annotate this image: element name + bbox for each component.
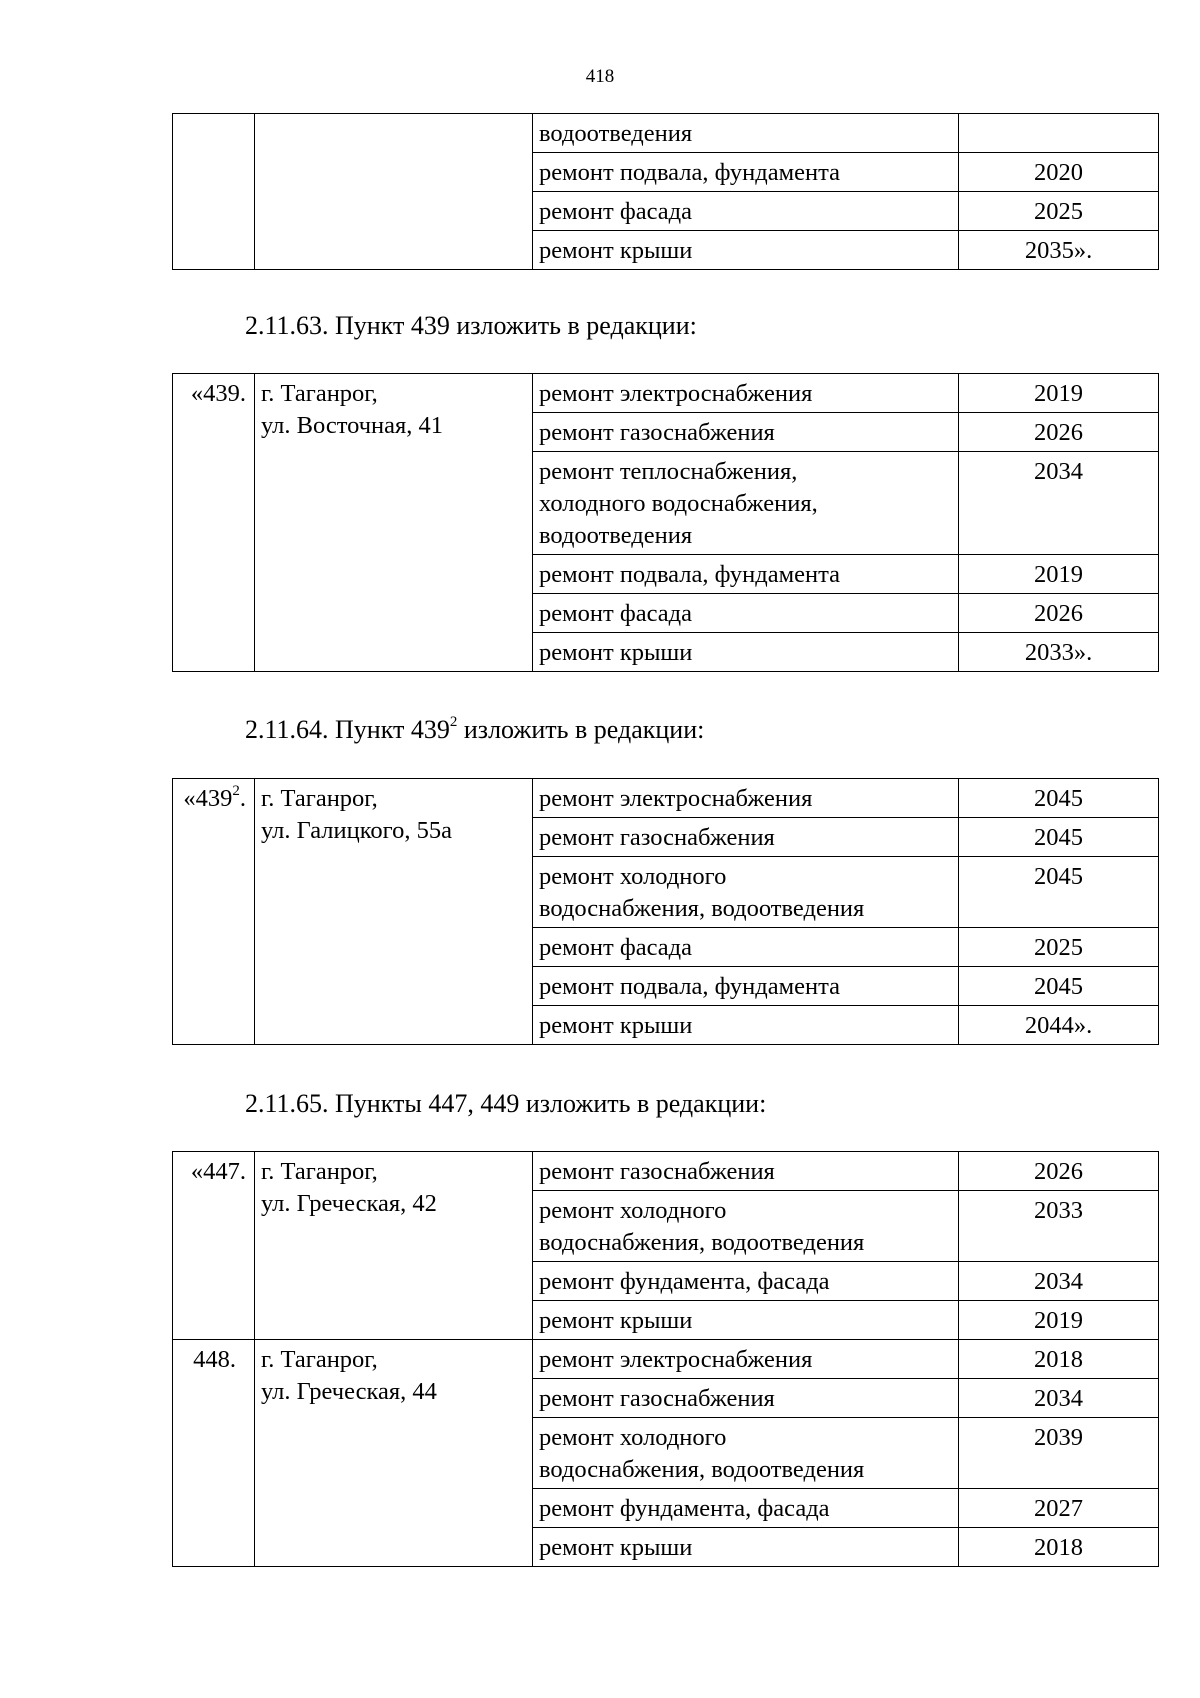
work-cell: ремонт крыши [533,1301,959,1340]
work-cell [533,857,959,928]
year-cell: 2034 [959,1379,1159,1418]
work-cell: ремонт электроснабжения [533,374,959,413]
work-cell: ремонт подвала, фундамента [533,967,959,1006]
work-cell: ремонт крыши [533,1528,959,1567]
work-line: водоснабжения, водоотведения [539,1456,865,1483]
table-row [173,779,1159,818]
superscript: 2 [232,782,240,799]
year-cell: 2025 [959,928,1159,967]
work-line: водоснабжения, водоотведения [539,1229,865,1256]
item-number: «447. [173,1152,255,1340]
year-cell: 2035». [959,231,1159,270]
work-cell: ремонт крыши [533,633,959,672]
table-row [173,114,1159,153]
year-cell: 2033 [959,1191,1159,1262]
year-cell: 2026 [959,413,1159,452]
address-cell [255,114,533,270]
year-cell: 2045 [959,967,1159,1006]
address-city: г. Таганрог, [261,1346,378,1373]
year-cell: 2034 [959,1262,1159,1301]
work-cell: ремонт фасада [533,594,959,633]
address-street: ул. Греческая, 44 [261,1378,437,1405]
year-cell: 2045 [959,818,1159,857]
work-cell: ремонт подвала, фундамента [533,555,959,594]
year-cell: 2045 [959,779,1159,818]
address-cell [255,1340,533,1567]
year-cell: 2039 [959,1418,1159,1489]
work-cell: ремонт подвала, фундамента [533,153,959,192]
table-row [173,1152,1159,1191]
address-street: ул. Галицкого, 55а [261,817,452,844]
work-cell: ремонт электроснабжения [533,1340,959,1379]
item-number-text: «439 [183,785,233,812]
work-cell: ремонт газоснабжения [533,413,959,452]
work-cell: ремонт крыши [533,1006,959,1045]
paragraph-2-11-63: 2.11.63. Пункт 439 изложить в редакции: [245,311,697,340]
year-cell: 2034 [959,452,1159,555]
year-cell: 2020 [959,153,1159,192]
table-row [173,374,1159,413]
year-cell: 2033». [959,633,1159,672]
work-line: холодного водоснабжения, [539,490,818,517]
item-number: 448. [173,1340,255,1567]
year-cell: 2026 [959,1152,1159,1191]
work-cell: ремонт фасада [533,928,959,967]
work-cell: ремонт электроснабжения [533,779,959,818]
work-cell [533,1191,959,1262]
table-row [173,1340,1159,1379]
item-439-table [172,373,1159,672]
work-cell: ремонт фундамента, фасада [533,1489,959,1528]
address-cell [255,1152,533,1340]
address-street: ул. Греческая, 42 [261,1190,437,1217]
year-cell: 2025 [959,192,1159,231]
item-number: «439. [173,374,255,672]
year-cell: 2019 [959,555,1159,594]
year-cell [959,114,1159,153]
address-street: ул. Восточная, 41 [261,412,444,439]
paragraph-2-11-65: 2.11.65. Пункты 447, 449 изложить в редакции: [245,1089,767,1118]
year-cell: 2018 [959,1528,1159,1567]
work-line: ремонт холодного [539,863,727,890]
item-number [173,779,255,1045]
work-cell: ремонт газоснабжения [533,818,959,857]
item-number-dot: . [239,785,246,812]
continuation-table [172,113,1159,270]
year-cell: 2026 [959,594,1159,633]
year-cell: 2019 [959,374,1159,413]
work-line: ремонт холодного [539,1424,727,1451]
year-cell: 2044». [959,1006,1159,1045]
paragraph-text: 2.11.64. Пункт 439 [245,715,450,744]
num-cell [173,114,255,270]
address-city: г. Таганрог, [261,785,378,812]
work-cell: ремонт газоснабжения [533,1379,959,1418]
address-city: г. Таганрог, [261,380,378,407]
year-cell: 2027 [959,1489,1159,1528]
work-line: водоотведения [539,522,693,549]
work-cell: водоотведения [533,114,959,153]
page-number: 418 [585,66,615,87]
work-cell [533,1418,959,1489]
superscript: 2 [449,714,458,731]
work-cell: ремонт фундамента, фасада [533,1262,959,1301]
year-cell: 2018 [959,1340,1159,1379]
item-439-2-table [172,778,1159,1045]
work-cell: ремонт газоснабжения [533,1152,959,1191]
year-cell: 2045 [959,857,1159,928]
work-cell: ремонт крыши [533,231,959,270]
work-line: водоснабжения, водоотведения [539,895,865,922]
year-cell: 2019 [959,1301,1159,1340]
address-city: г. Таганрог, [261,1158,378,1185]
work-line: ремонт теплоснабжения, [539,458,798,485]
paragraph-2-11-64 [245,714,704,746]
paragraph-text: изложить в редакции: [457,715,705,744]
address-cell [255,779,533,1045]
items-447-448-table [172,1151,1159,1567]
work-line: ремонт холодного [539,1197,727,1224]
work-cell: ремонт фасада [533,192,959,231]
work-cell [533,452,959,555]
address-cell [255,374,533,672]
